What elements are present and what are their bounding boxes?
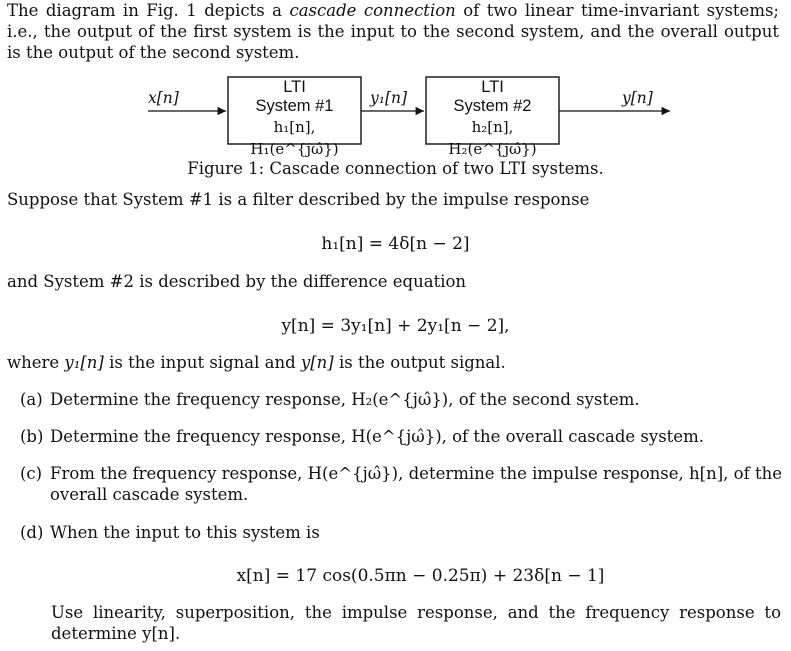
intro-text-start: The diagram in Fig. 1 depicts a xyxy=(7,1,290,20)
cascade-diagram xyxy=(0,70,791,158)
figure-caption: Figure 1: Cascade connection of two LTI systems. xyxy=(187,159,604,178)
final-instruction: Use linearity, superposition, the impulse response, and the frequency response to determine y[n]. xyxy=(51,603,781,643)
system-2-line3: h₂[n], H₂(e^{jω̂}) xyxy=(448,118,537,158)
intro-text-end: of two linear time-invariant systems; i.e., the output of the first system is the input to the second system, and the overall output is the output of the second system. xyxy=(7,1,779,62)
mid-signal-label: y₁[n] xyxy=(370,89,408,107)
system-1-line2: System #1 xyxy=(255,97,334,115)
system-2-description: and System #2 is described by the difference equation xyxy=(7,272,467,291)
equation-difference: y[n] = 3y₁[n] + 2y₁[n − 2], xyxy=(281,316,510,336)
output-signal-label: y[n] xyxy=(622,89,653,107)
where-pre: where xyxy=(7,353,65,372)
part-b xyxy=(20,426,782,447)
where-sentence xyxy=(7,352,506,373)
part-a-text: Determine the frequency response, H₂(e^{jω̂}), of the second system. xyxy=(50,390,640,409)
intro-paragraph xyxy=(7,0,779,63)
system-1-description: Suppose that System #1 is a filter described by the impulse response xyxy=(7,190,590,209)
intro-emphasis: cascade connection xyxy=(289,1,456,20)
part-d-label: (d) xyxy=(20,523,44,542)
input-signal-label: x[n] xyxy=(148,89,179,107)
part-a xyxy=(20,389,782,410)
where-post: is the output signal. xyxy=(333,353,506,372)
part-d xyxy=(20,522,782,543)
system-2-label xyxy=(426,78,559,160)
part-d-text: When the input to this system is xyxy=(50,523,320,542)
part-c-text: From the frequency response, H(e^{jω̂}), determine the impulse response, h[n], of the overall cascade system. xyxy=(50,464,782,504)
system-1-label xyxy=(228,78,361,160)
part-a-label: (a) xyxy=(20,390,43,409)
system-2-line2: System #2 xyxy=(453,97,532,115)
equation-impulse-response: h₁[n] = 4δ[n − 2] xyxy=(321,234,470,254)
part-c-label: (c) xyxy=(20,464,43,483)
system-1-line3: h₁[n], H₁(e^{jω̂}) xyxy=(250,118,339,158)
part-b-text: Determine the frequency response, H(e^{jω̂}), of the overall cascade system. xyxy=(50,427,704,446)
where-mid: is the input signal and xyxy=(103,353,301,372)
system-2-line1: LTI xyxy=(481,78,504,96)
where-var-input: y₁[n] xyxy=(64,353,104,372)
where-var-output: y[n] xyxy=(300,353,334,372)
system-1-line1: LTI xyxy=(283,78,306,96)
equation-input-signal: x[n] = 17 cos(0.5πn − 0.25π) + 23δ[n − 1] xyxy=(236,566,605,586)
part-c xyxy=(20,463,782,505)
part-b-label: (b) xyxy=(20,427,44,446)
